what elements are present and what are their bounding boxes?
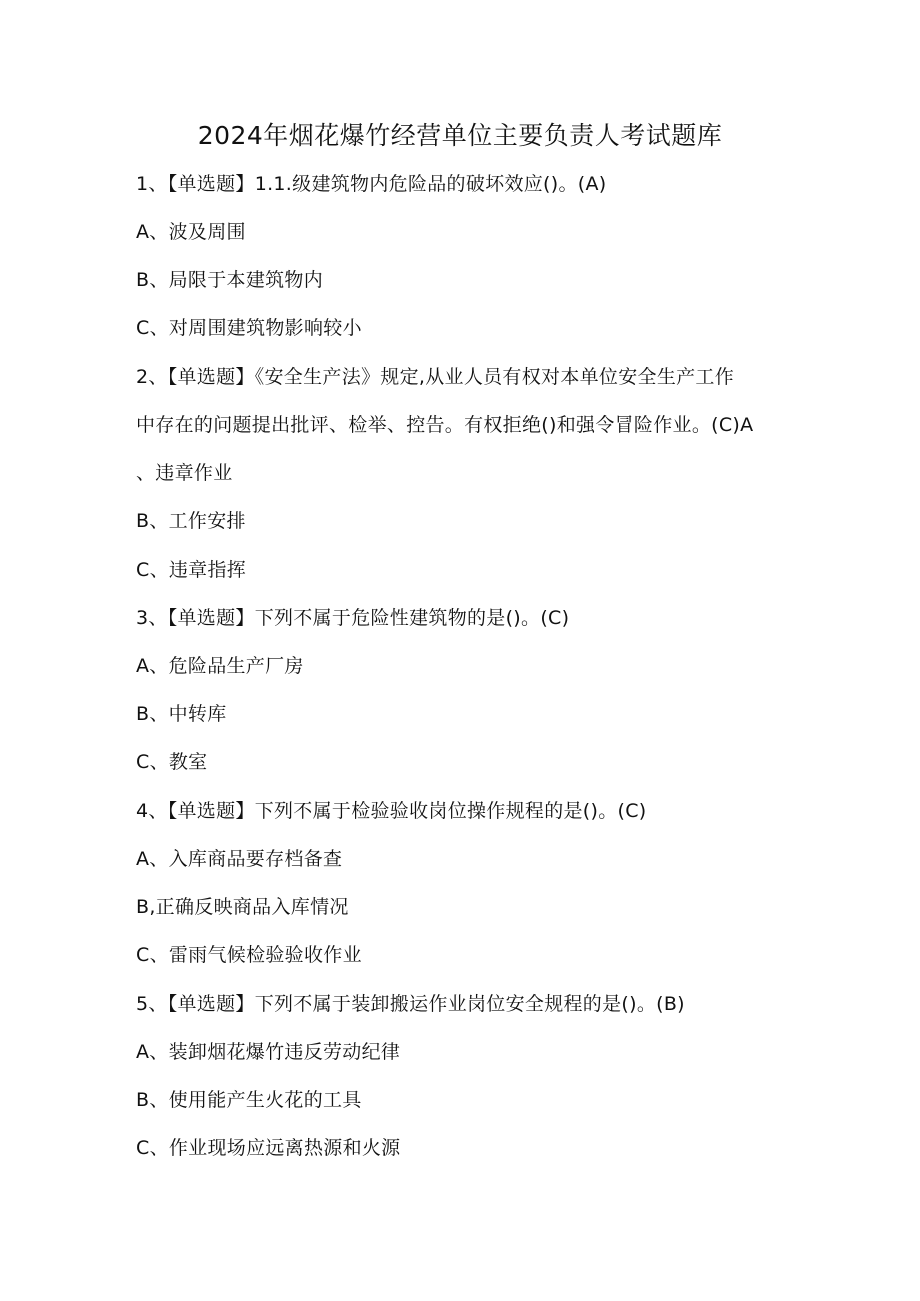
question-5-option-c: C、作业现场应远离热源和火源 <box>136 1137 401 1159</box>
question-2-option-a: 、违章作业 <box>136 462 233 484</box>
question-1-option-a: A、波及周围 <box>136 221 246 243</box>
question-2-line-1: 2、【单选题】《安全生产法》规定,从业人员有权对本单位安全生产工作 <box>136 366 735 388</box>
question-2-line-2: 中存在的问题提出批评、检举、控告。有权拒绝()和强令冒险作业。(C)A <box>136 414 754 436</box>
question-1-option-c: C、对周围建筑物影响较小 <box>136 317 362 339</box>
question-4-option-a: A、入库商品要存档备查 <box>136 848 343 870</box>
question-3: 3、【单选题】下列不属于危险性建筑物的是()。(C) <box>136 607 570 629</box>
question-5: 5、【单选题】下列不属于装卸搬运作业岗位安全规程的是()。(B) <box>136 993 685 1015</box>
question-1: 1、【单选题】1.1.级建筑物内危险品的破坏效应()。(A) <box>136 173 607 195</box>
question-2-option-b: B、工作安排 <box>136 510 246 532</box>
question-4-option-b: B,正确反映商品入库情况 <box>136 896 349 918</box>
question-4-option-c: C、雷雨气候检验验收作业 <box>136 944 362 966</box>
document-title: 2024年烟花爆竹经营单位主要负责人考试题库 <box>197 121 723 150</box>
question-3-option-b: B、中转库 <box>136 703 227 725</box>
question-3-option-c: C、教室 <box>136 751 208 773</box>
question-5-option-a: A、装卸烟花爆竹违反劳动纪律 <box>136 1041 401 1063</box>
question-5-option-b: B、使用能产生火花的工具 <box>136 1089 362 1111</box>
question-2-option-c: C、违章指挥 <box>136 559 247 581</box>
question-3-option-a: A、危险品生产厂房 <box>136 655 304 677</box>
question-1-option-b: B、局限于本建筑物内 <box>136 269 324 291</box>
question-4: 4、【单选题】下列不属于检验验收岗位操作规程的是()。(C) <box>136 800 647 822</box>
